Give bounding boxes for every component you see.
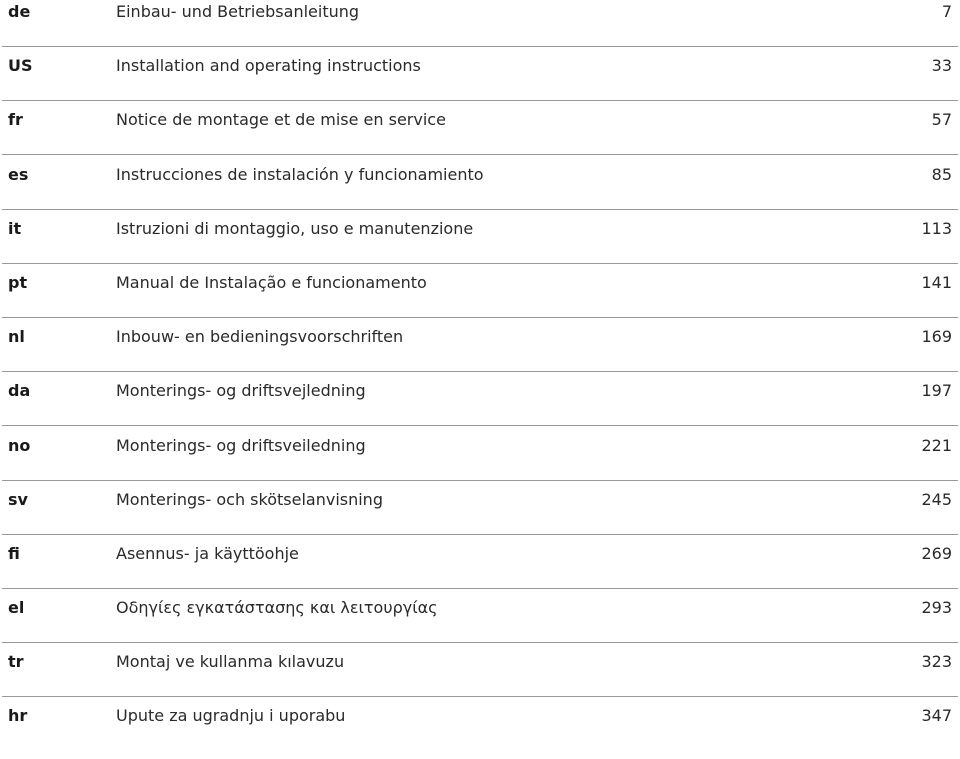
toc-entry-es[interactable] bbox=[0, 163, 960, 217]
language-code: de bbox=[8, 2, 31, 21]
page-number: 141 bbox=[921, 272, 952, 292]
page-number: 113 bbox=[921, 218, 952, 238]
row-divider bbox=[2, 46, 958, 47]
entry-title: Inbouw- en bedieningsvoorschriften bbox=[116, 327, 404, 347]
row-divider bbox=[2, 154, 958, 155]
entry-title: Οδηγίες εγκατάστασης και λειτουργίας bbox=[116, 598, 438, 618]
entry-title: Monterings- og driftsvejledning bbox=[116, 381, 366, 401]
page-number: 33 bbox=[931, 56, 952, 76]
entry-title: Installation and operating instructions bbox=[116, 56, 421, 76]
page-number: 269 bbox=[921, 543, 952, 563]
entry-title: Upute za ugradnju i uporabu bbox=[116, 706, 346, 726]
language-code: pt bbox=[8, 272, 28, 292]
row-divider bbox=[2, 534, 958, 535]
page-number: 347 bbox=[921, 706, 952, 726]
page-number: 85 bbox=[931, 164, 952, 184]
entry-title: Montaj ve kullanma kılavuzu bbox=[116, 652, 345, 672]
toc-entry-pt[interactable] bbox=[0, 271, 960, 325]
page-number: 169 bbox=[921, 327, 952, 347]
language-code: it bbox=[8, 218, 22, 238]
toc-entry-no[interactable] bbox=[0, 434, 960, 488]
language-code: hr bbox=[8, 706, 28, 726]
toc-entry-fi[interactable] bbox=[0, 542, 960, 596]
entry-title: Einbau- und Betriebsanleitung bbox=[116, 2, 360, 21]
row-divider bbox=[2, 588, 958, 589]
page-number: 7 bbox=[941, 2, 952, 21]
row-divider bbox=[2, 100, 958, 101]
row-divider bbox=[2, 263, 958, 264]
page-number: 57 bbox=[931, 110, 952, 130]
page-number: 245 bbox=[921, 489, 952, 509]
language-code: sv bbox=[8, 489, 28, 509]
row-divider bbox=[2, 642, 958, 643]
page-number: 293 bbox=[921, 598, 952, 618]
entry-title: Asennus- ja käyttöohje bbox=[116, 543, 299, 563]
toc-entry-it[interactable] bbox=[0, 217, 960, 271]
toc-entry-de[interactable] bbox=[0, 0, 960, 54]
language-code: no bbox=[8, 435, 31, 455]
language-code: tr bbox=[8, 652, 24, 672]
toc-entry-sv[interactable] bbox=[0, 488, 960, 542]
language-code: fi bbox=[8, 543, 20, 563]
page-number: 323 bbox=[921, 652, 952, 672]
toc-entry-nl[interactable] bbox=[0, 325, 960, 379]
page-number: 221 bbox=[921, 435, 952, 455]
entry-title: Monterings- och skötselanvisning bbox=[116, 489, 383, 509]
language-code: es bbox=[8, 164, 29, 184]
entry-title: Notice de montage et de mise en service bbox=[116, 110, 446, 130]
row-divider bbox=[2, 480, 958, 481]
row-divider bbox=[2, 425, 958, 426]
language-code: da bbox=[8, 381, 31, 401]
entry-title: Istruzioni di montaggio, uso e manutenzione bbox=[116, 218, 474, 238]
row-divider bbox=[2, 371, 958, 372]
toc-entry-el[interactable] bbox=[0, 596, 960, 650]
row-divider bbox=[2, 696, 958, 697]
language-code: fr bbox=[8, 110, 23, 130]
entry-title: Monterings- og driftsveiledning bbox=[116, 435, 366, 455]
row-divider bbox=[2, 317, 958, 318]
entry-title: Manual de Instalação e funcionamento bbox=[116, 272, 427, 292]
entry-title: Instrucciones de instalación y funcionamiento bbox=[116, 164, 484, 184]
toc-entry-da[interactable] bbox=[0, 379, 960, 433]
toc-entry-fr[interactable] bbox=[0, 108, 960, 162]
toc-entry-tr[interactable] bbox=[0, 650, 960, 704]
page-number: 197 bbox=[921, 381, 952, 401]
language-code: US bbox=[8, 56, 33, 76]
toc-entry-us[interactable] bbox=[0, 54, 960, 108]
toc-entry-hr[interactable] bbox=[0, 704, 960, 758]
language-code: el bbox=[8, 598, 25, 618]
row-divider bbox=[2, 209, 958, 210]
language-code: nl bbox=[8, 327, 25, 347]
